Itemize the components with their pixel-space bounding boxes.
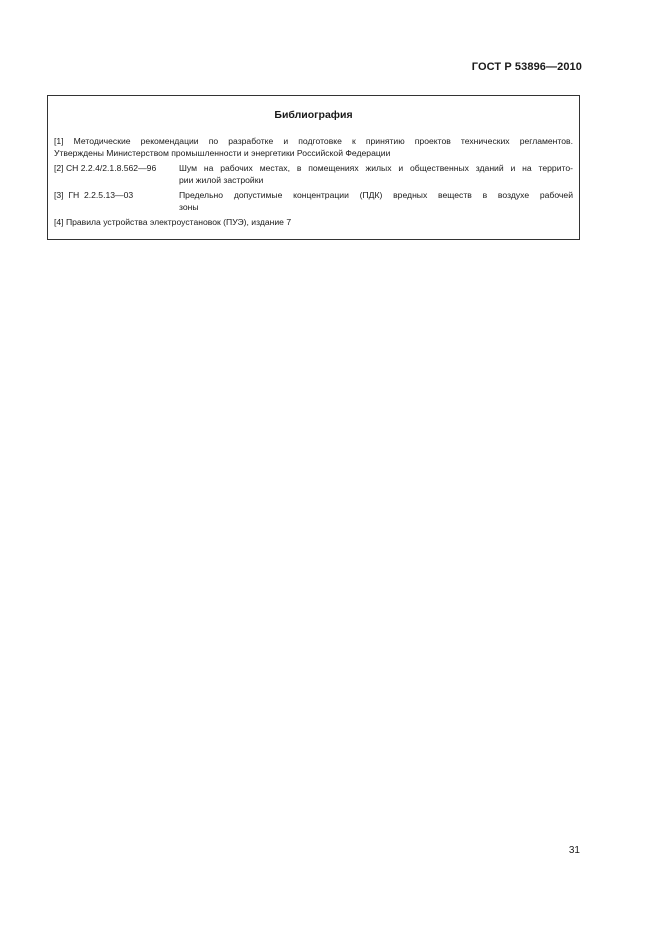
entry-text-line: зоны [179, 201, 199, 212]
bibliography-box [47, 95, 580, 240]
bibliography-entry-3 [54, 190, 573, 213]
entry-text-line: Предельно допустимые концентрации (ПДК) вредных веществ в воздухе рабочей [179, 190, 573, 200]
entry-text-line: [1] Методические рекомендации по разработке и подготовке к принятию проектов технических регламентов. [54, 136, 573, 146]
entry-text-line: [4] Правила устройства электроустановок (ПУЭ), издание 7 [54, 217, 292, 227]
page-number: 31 [568, 845, 580, 856]
document-code: ГОСТ Р 53896—2010 [471, 61, 582, 73]
bibliography-entry-1 [54, 136, 573, 159]
entry-code: [2] СН 2.2.4/2.1.8.562—96 [54, 163, 157, 173]
entry-text-line: Шум на рабочих местах, в помещениях жилых и общественных зданий и на террито- [179, 163, 573, 173]
entry-description [179, 163, 573, 186]
bibliography-entry-2 [54, 163, 573, 186]
entry-text-line: рии жилой застройки [179, 174, 264, 185]
entry-description [179, 190, 573, 213]
bibliography-title: Библиография [274, 109, 353, 121]
entry-text-line: Утверждены Министерством промышленности и энергетики Российской Федерации [54, 147, 391, 158]
bibliography-list [54, 136, 573, 233]
entry-code: [3] ГН 2.2.5.13—03 [54, 190, 134, 200]
bibliography-entry-4 [54, 217, 573, 229]
